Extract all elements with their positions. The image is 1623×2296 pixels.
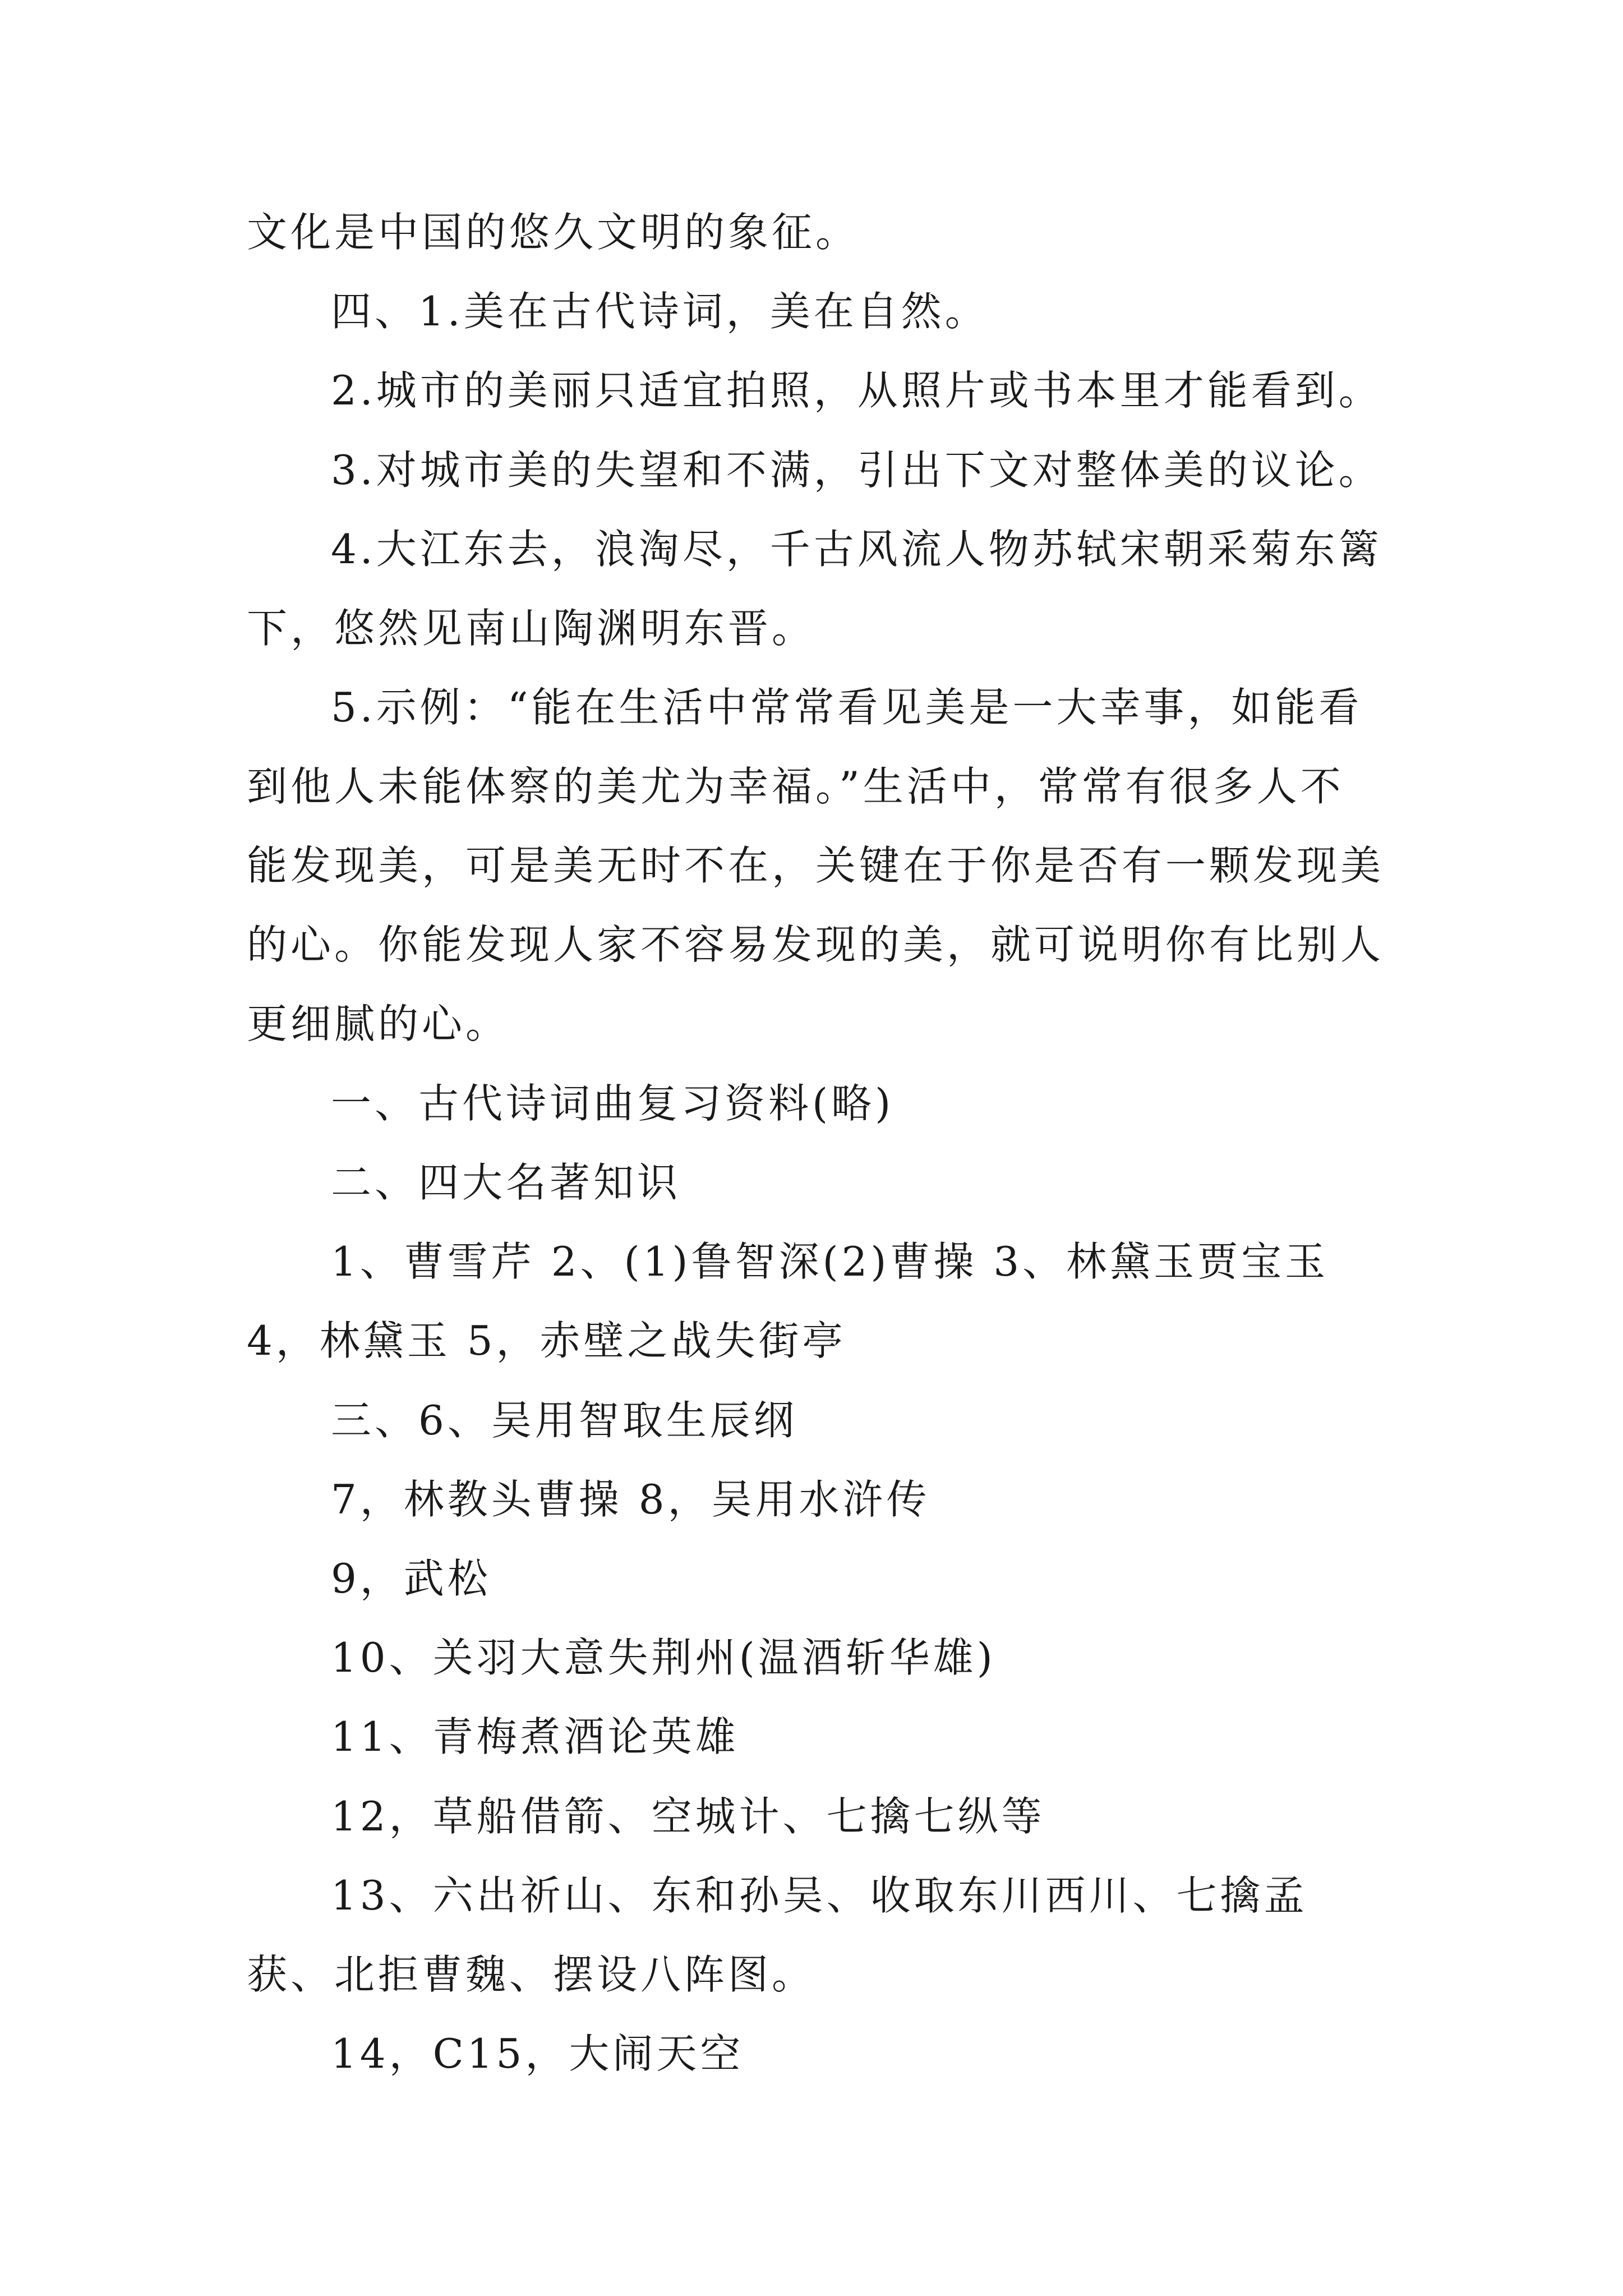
paragraph-2: 四、1.美在古代诗词，美在自然。 (331, 288, 989, 335)
paragraph-6: 5.示例：“能在生活中常常看见美是一大幸事，如能看到他人未能体察的美尤为幸福。”生活中，常常有很多人不能发现美，可是美无时不在，关键在于你是否有一颗发现美的心。你能发现人家不容易发现的美，就可说明你有比别人更细腻的心。 (247, 684, 1385, 1047)
paragraph-14: 11、青梅煮酒论英雄 (331, 1713, 739, 1760)
paragraph-11: 7，林教头曹操 8，吴用水浒传 (331, 1476, 930, 1523)
paragraph-7: 一、古代诗词曲复习资料(略) (331, 1080, 895, 1127)
paragraph-10: 三、6、吴用智取生辰纲 (331, 1397, 797, 1444)
paragraph-9: 1、曹雪芹 2、(1)鲁智深(2)曹操 3、林黛玉贾宝玉 4，林黛玉 5，赤壁之战失街亭 (247, 1238, 1329, 1364)
paragraph-17: 14，C15，大闹天空 (331, 2030, 744, 2077)
paragraph-4: 3.对城市美的失望和不满，引出下文对整体美的议论。 (331, 447, 1382, 494)
paragraph-1: 文化是中国的悠久文明的象征。 (247, 209, 860, 256)
paragraph-5: 4.大江东去，浪淘尽，千古风流人物苏轼宋朝采菊东篱下，悠然见南山陶渊明东晋。 (247, 526, 1382, 652)
paragraph-12: 9，武松 (331, 1555, 491, 1602)
paragraph-3: 2.城市的美丽只适宜拍照，从照片或书本里才能看到。 (331, 367, 1382, 414)
paragraph-16: 13、六出祈山、东和孙吴、收取东川西川、七擒孟获、北拒曹魏、摆设八阵图。 (247, 1872, 1308, 1998)
paragraph-8: 二、四大名著知识 (331, 1159, 681, 1206)
paragraph-13: 10、关羽大意失荆州(温酒斩华雄) (331, 1634, 996, 1681)
paragraph-15: 12，草船借箭、空城计、七擒七纵等 (331, 1793, 1045, 1840)
